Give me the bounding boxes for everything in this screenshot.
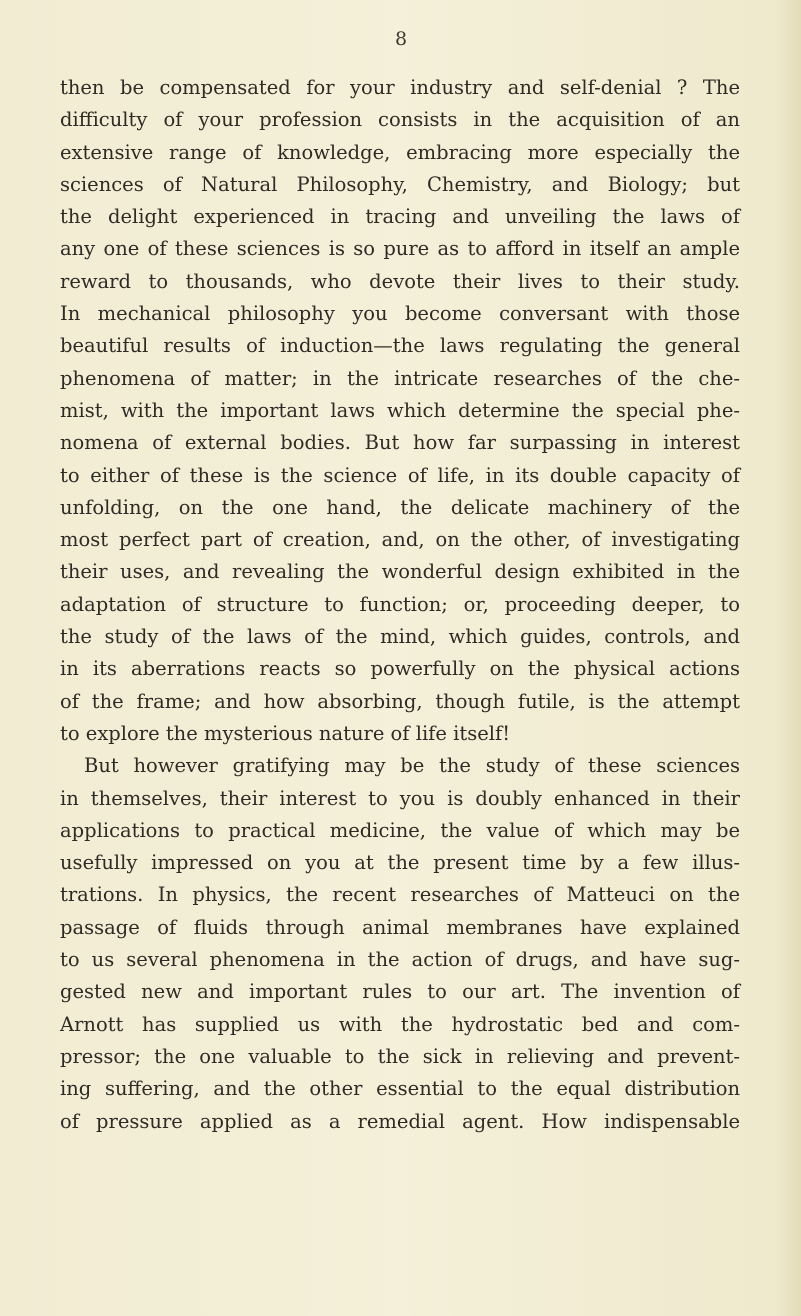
text-line: in its aberrations reacts so powerfully on the physical actions [60, 657, 740, 681]
text-line: usefully impressed on you at the present time by a few illus- [60, 851, 740, 875]
text-line: ing suffering, and the other essential to the equal distribution [60, 1077, 740, 1101]
text-line: the delight experienced in tracing and unveiling the laws of [60, 205, 740, 229]
text-line: difficulty of your profession consists in the acquisition of an [60, 108, 740, 132]
text-line: But however gratifying may be the study of these sciences [84, 754, 740, 778]
text-line: mist, with the important laws which determine the special phe- [60, 398, 740, 422]
text-line: applications to practical medicine, the value of which may be [60, 818, 740, 842]
text-line: Arnott has supplied us with the hydrostatic bed and com- [60, 1012, 740, 1036]
text-line: of pressure applied as a remedial agent. How indispensable [60, 1109, 740, 1133]
text-line: unfolding, on the one hand, the delicate machinery of the [60, 495, 740, 519]
text-line: extensive range of knowledge, embracing more especially the [60, 140, 740, 164]
text-line: the study of the laws of the mind, which guides, controls, and [60, 625, 740, 649]
text-line: then be compensated for your industry and self-denial ? The [60, 76, 740, 99]
text-line: beautiful results of induction—the laws regulating the general [60, 334, 740, 358]
text-line: reward to thousands, who devote their lives to their study. [60, 269, 740, 293]
text-line: most perfect part of creation, and, on the other, of investigating [60, 528, 740, 552]
text-line: in themselves, their interest to you is doubly enhanced in their [60, 786, 740, 810]
page-number: 8 [394, 28, 408, 50]
text-line: of the frame; and how absorbing, though futile, is the attempt [60, 689, 740, 713]
text-line: nomena of external bodies. But how far surpassing in interest [60, 431, 740, 455]
body-text [60, 72, 740, 1138]
text-line: passage of fluids through animal membranes have explained [60, 915, 740, 939]
text-line: to either of these is the science of life, in its double capacity of [60, 463, 740, 487]
text-line: sciences of Natural Philosophy, Chemistry, and Biology; but [60, 172, 740, 196]
text-line: phenomena of matter; in the intricate researches of the che- [60, 366, 740, 390]
text-line: any one of these sciences is so pure as to afford in itself an ample [60, 237, 740, 261]
text-line: adaptation of structure to function; or, proceeding deeper, to [60, 592, 740, 616]
text-line: to explore the mysterious nature of life itself! [60, 721, 511, 745]
text-line: In mechanical philosophy you become conversant with those [60, 302, 740, 326]
text-line: gested new and important rules to our art. The invention of [60, 980, 740, 1004]
text-line: trations. In physics, the recent researches of Matteuci on the [60, 883, 740, 907]
text-line: to us several phenomena in the action of drugs, and have sug- [60, 948, 740, 972]
text-line: their uses, and revealing the wonderful design exhibited in the [60, 560, 740, 584]
text-line: pressor; the one valuable to the sick in relieving and prevent- [60, 1044, 740, 1068]
